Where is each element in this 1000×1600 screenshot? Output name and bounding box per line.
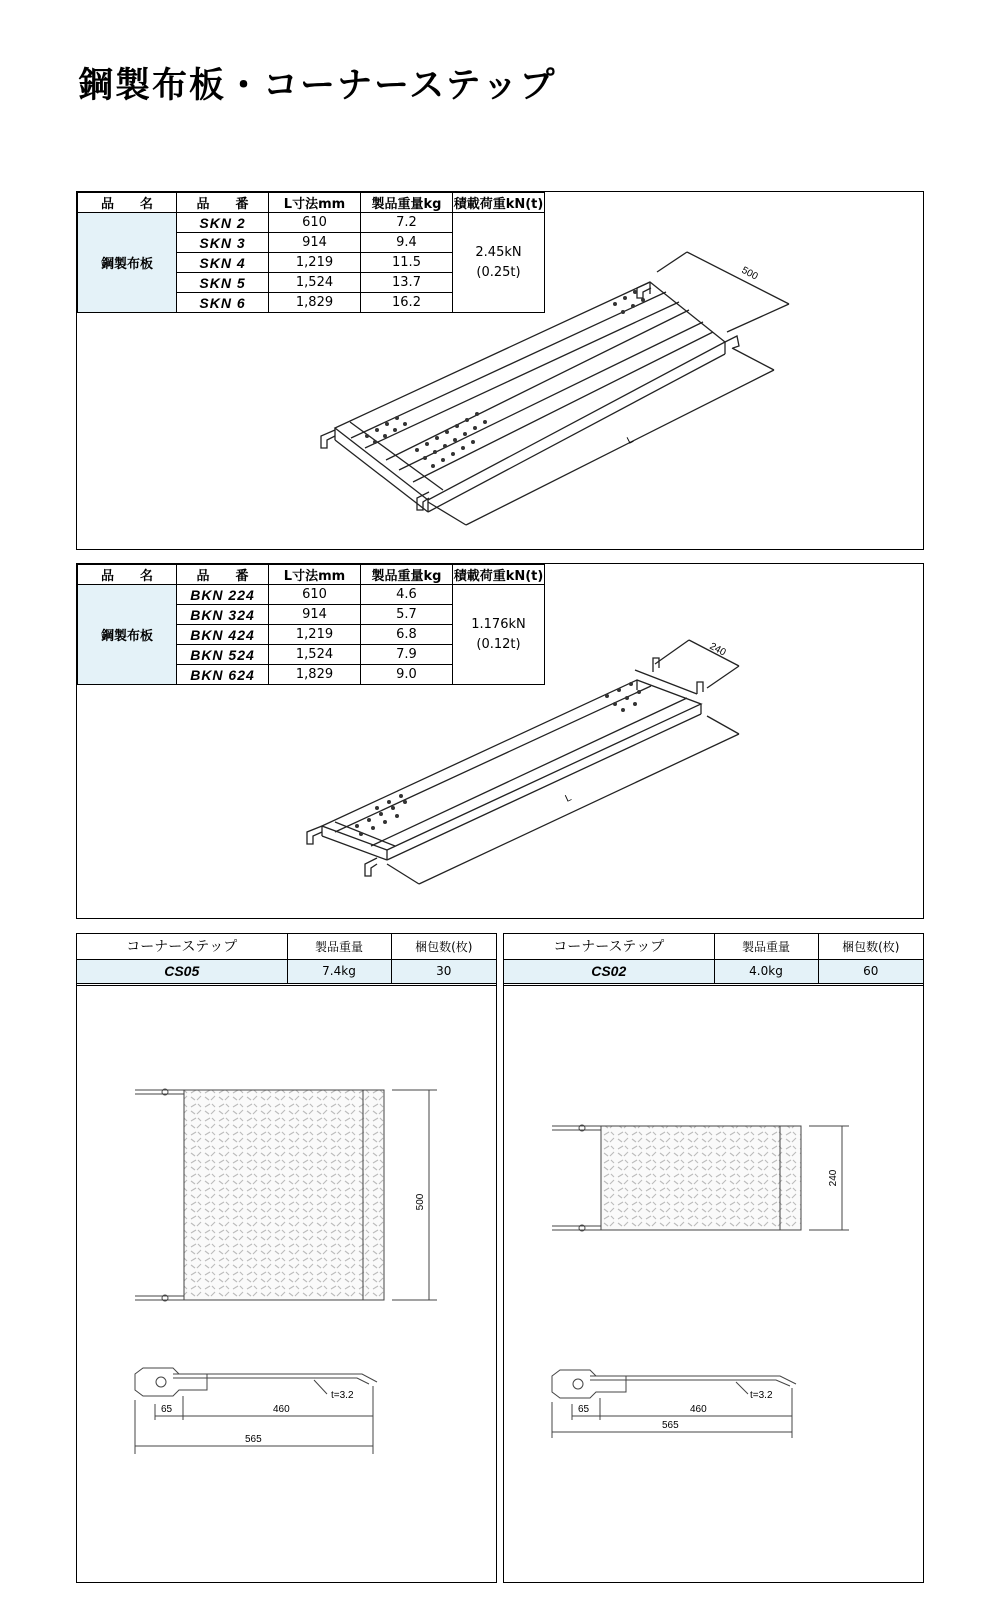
cs02-weight-label: 製品重量 bbox=[714, 934, 818, 959]
cs05-model: CS05 bbox=[77, 959, 287, 984]
page-title: 鋼製布板・コーナーステップ bbox=[78, 66, 557, 106]
header-weight: 製品重量kg bbox=[361, 193, 453, 213]
cs02-dim-a: 65 bbox=[578, 1404, 590, 1415]
skn-length-4: 1,829 bbox=[269, 293, 361, 313]
bkn-length-2: 1,219 bbox=[269, 625, 361, 645]
header-load: 積載荷重kN(t) bbox=[453, 565, 545, 585]
skn-weight-0: 7.2 bbox=[361, 213, 453, 233]
skn-code-2: SKN 4 bbox=[177, 253, 269, 273]
cs05-dim-width: 500 bbox=[415, 1193, 426, 1211]
skn-code-1: SKN 3 bbox=[177, 233, 269, 253]
bkn-weight-2: 6.8 bbox=[361, 625, 453, 645]
cs05-dim-total: 565 bbox=[245, 1434, 262, 1445]
bkn-length-0: 610 bbox=[269, 585, 361, 605]
cs05-dim-a: 65 bbox=[161, 1404, 173, 1415]
skn-length-1: 914 bbox=[269, 233, 361, 253]
bkn-panel bbox=[76, 563, 924, 919]
bkn-weight-0: 4.6 bbox=[361, 585, 453, 605]
skn-length-2: 1,219 bbox=[269, 253, 361, 273]
skn-code-3: SKN 5 bbox=[177, 273, 269, 293]
cs05-title: コーナーステップ bbox=[77, 934, 287, 959]
header-name: 品 名 bbox=[78, 565, 177, 585]
skn-panel bbox=[76, 191, 924, 550]
bkn-code-4: BKN 624 bbox=[177, 665, 269, 685]
header-length: L寸法mm bbox=[269, 193, 361, 213]
bkn-code-2: BKN 424 bbox=[177, 625, 269, 645]
header-weight: 製品重量kg bbox=[361, 565, 453, 585]
cs05-dim-thickness: t=3.2 bbox=[331, 1390, 354, 1401]
cs05-dim-b: 460 bbox=[273, 1404, 290, 1415]
cs02-weight: 4.0kg bbox=[714, 959, 818, 984]
bkn-dim-length: L bbox=[563, 792, 574, 805]
bkn-code-3: BKN 524 bbox=[177, 645, 269, 665]
header-length: L寸法mm bbox=[269, 565, 361, 585]
bkn-plank-drawing bbox=[77, 564, 925, 920]
skn-dim-width: 500 bbox=[739, 264, 760, 283]
header-load: 積載荷重kN(t) bbox=[453, 193, 545, 213]
bkn-product-name: 鋼製布板 bbox=[78, 585, 177, 685]
cs05-pack-label: 梱包数(枚) bbox=[391, 934, 496, 959]
cs02-dim-width: 240 bbox=[828, 1169, 839, 1187]
cs02-title: コーナーステップ bbox=[504, 934, 714, 959]
bkn-length-3: 1,524 bbox=[269, 645, 361, 665]
cs02-pack-label: 梱包数(枚) bbox=[818, 934, 923, 959]
header-code: 品 番 bbox=[177, 565, 269, 585]
cs05-panel bbox=[76, 933, 497, 1583]
skn-dim-length: L bbox=[625, 434, 636, 447]
bkn-code-0: BKN 224 bbox=[177, 585, 269, 605]
cs02-model: CS02 bbox=[504, 959, 714, 984]
bkn-dim-width: 240 bbox=[707, 640, 728, 659]
skn-weight-4: 16.2 bbox=[361, 293, 453, 313]
skn-length-3: 1,524 bbox=[269, 273, 361, 293]
cs02-dim-thickness: t=3.2 bbox=[750, 1390, 773, 1401]
bkn-weight-4: 9.0 bbox=[361, 665, 453, 685]
skn-length-0: 610 bbox=[269, 213, 361, 233]
cs05-drawing bbox=[77, 934, 498, 1584]
cs02-dim-b: 460 bbox=[690, 1404, 707, 1415]
bkn-length-1: 914 bbox=[269, 605, 361, 625]
cs05-pack: 30 bbox=[391, 959, 496, 984]
cs02-panel bbox=[503, 933, 924, 1583]
bkn-length-4: 1,829 bbox=[269, 665, 361, 685]
bkn-weight-1: 5.7 bbox=[361, 605, 453, 625]
header-name: 品 名 bbox=[78, 193, 177, 213]
cs02-dim-total: 565 bbox=[662, 1420, 679, 1431]
header-code: 品 番 bbox=[177, 193, 269, 213]
bkn-weight-3: 7.9 bbox=[361, 645, 453, 665]
skn-code-4: SKN 6 bbox=[177, 293, 269, 313]
cs05-weight: 7.4kg bbox=[287, 959, 391, 984]
skn-plank-drawing bbox=[77, 192, 925, 551]
cs02-pack: 60 bbox=[818, 959, 923, 984]
cs05-weight-label: 製品重量 bbox=[287, 934, 391, 959]
bkn-load-kn: 1.176kN bbox=[471, 616, 526, 632]
skn-product-name: 鋼製布板 bbox=[78, 213, 177, 313]
skn-weight-2: 11.5 bbox=[361, 253, 453, 273]
skn-load-kn: 2.45kN bbox=[475, 244, 522, 260]
skn-load-t: (0.25t) bbox=[476, 264, 521, 280]
skn-weight-3: 13.7 bbox=[361, 273, 453, 293]
bkn-code-1: BKN 324 bbox=[177, 605, 269, 625]
skn-weight-1: 9.4 bbox=[361, 233, 453, 253]
cs02-drawing bbox=[504, 934, 925, 1584]
bkn-load-t: (0.12t) bbox=[476, 636, 521, 652]
skn-code-0: SKN 2 bbox=[177, 213, 269, 233]
